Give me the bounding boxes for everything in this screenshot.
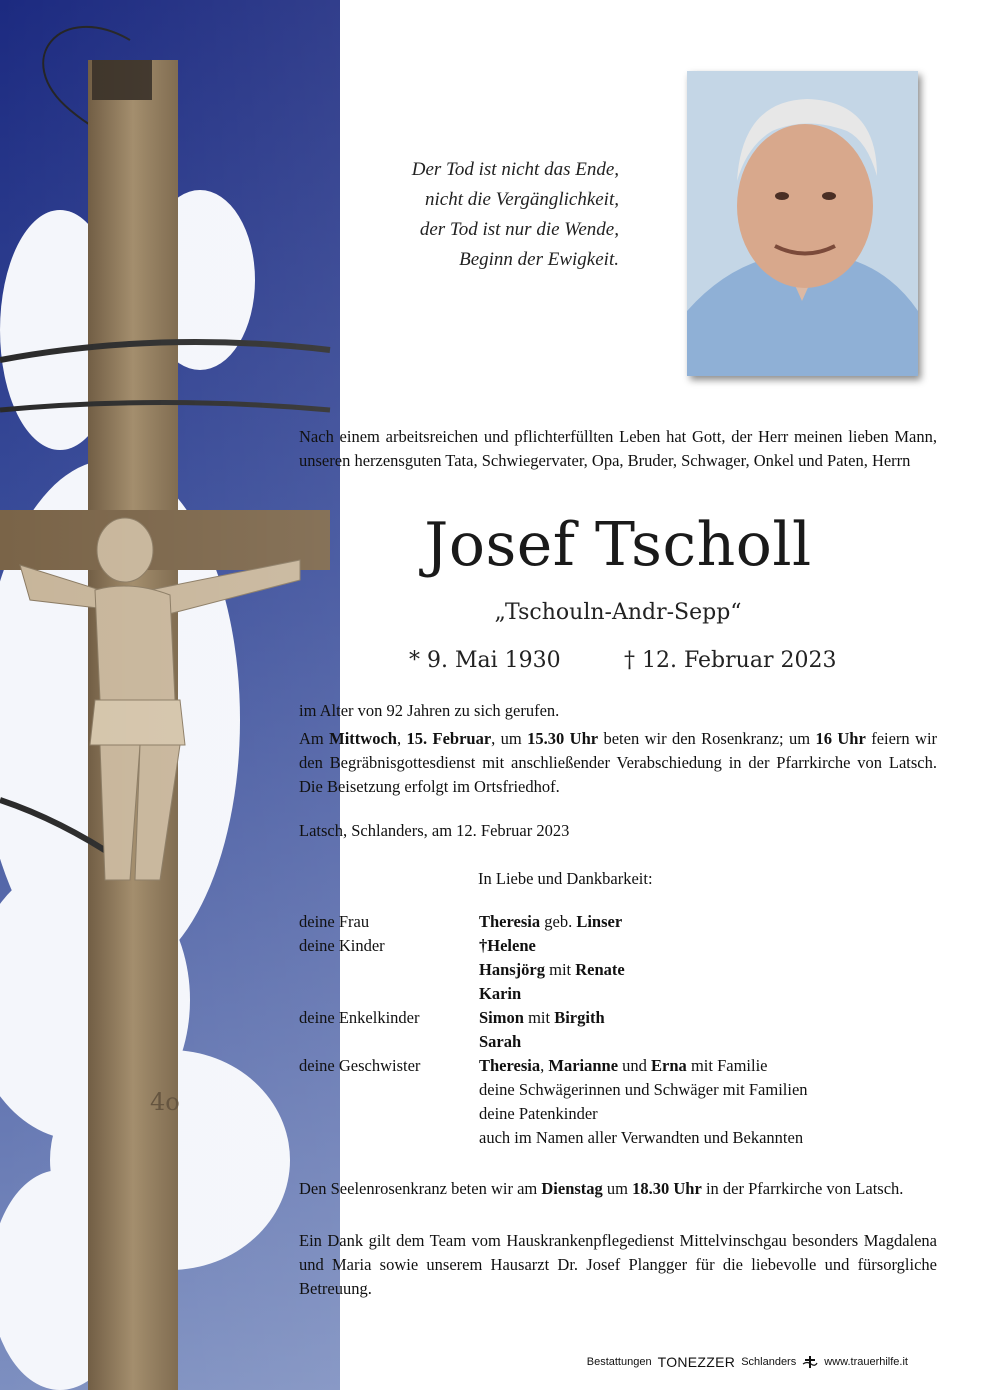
family-list [299, 910, 939, 1150]
rosary-time: 18.30 Uhr [632, 1179, 702, 1198]
family-row [299, 1126, 939, 1150]
text-span: Theresia [479, 912, 541, 931]
family-row [299, 1054, 939, 1078]
deceased-portrait-photo [687, 71, 918, 376]
text-span: Karin [479, 984, 522, 1003]
mass-time: 16 Uhr [815, 729, 866, 748]
death-date: † 12. Februar 2023 [624, 648, 837, 673]
family-value [479, 958, 939, 982]
family-label [299, 982, 479, 1006]
text-span: Birgith [554, 1008, 605, 1027]
family-value [479, 1006, 939, 1030]
family-value: auch im Namen aller Verwandten und Bekannten [479, 1128, 804, 1147]
place-date: Latsch, Schlanders, am 12. Februar 2023 [299, 821, 570, 840]
dove-cross-logo-icon [802, 1355, 818, 1369]
text-span: , [540, 1056, 549, 1075]
family-row [299, 958, 939, 982]
text-span: feiern wir den Begräbnisgottesdienst mit anschließender Verabschiedung in der Pfarrkirche von Latsch. Die Beisetzung erfolgt im Ortsfriedhof. [299, 729, 938, 796]
service-date: 15. Februar [406, 729, 492, 748]
text-span: , um [491, 729, 528, 748]
text-span: geb. [540, 912, 577, 931]
family-row [299, 934, 939, 958]
family-label [299, 958, 479, 982]
family-value [479, 934, 939, 958]
deceased-nickname: „Tschouln-Andr-Sepp“ [494, 600, 742, 625]
intro-paragraph: Nach einem arbeitsreichen und pflichterfüllten Leben hat Gott, der Herr meinen lieben Mann, unseren herzensguten Tata, Schwiegervater, Opa, Bruder, Schwager, Onkel und Paten, Herrn [299, 427, 937, 470]
age-text: im Alter von 92 Jahren zu sich gerufen. [299, 701, 560, 720]
family-value [479, 1054, 939, 1078]
footer-website-link[interactable]: www.trauerhilfe.it [824, 1356, 908, 1368]
text-span: Simon [479, 1008, 524, 1027]
text-span: beten wir den Rosenkranz; um [598, 729, 816, 748]
quote-line: Der Tod ist nicht das Ende, [411, 159, 619, 180]
text-span: mit Familie [686, 1056, 768, 1075]
text-span: Hansjörg [479, 960, 545, 979]
family-row [299, 1078, 939, 1102]
family-row [299, 1030, 939, 1054]
quote-line: der Tod ist nur die Wende, [419, 219, 619, 240]
footer-prefix: Bestattungen [586, 1356, 652, 1368]
rosary-paragraph [299, 1177, 937, 1201]
text-span: und [618, 1056, 652, 1075]
family-label: deine Frau [299, 912, 370, 931]
text-span: Linser [576, 912, 623, 931]
funeral-service-paragraph [299, 727, 937, 799]
family-row [299, 982, 939, 1006]
family-label [299, 1126, 479, 1150]
family-label: deine Enkelkinder [299, 1008, 420, 1027]
birth-date: * 9. Mai 1930 [409, 648, 561, 673]
closing-phrase: In Liebe und Dankbarkeit: [478, 869, 653, 888]
footer-brand: TONEZZER [657, 1354, 736, 1370]
family-value [479, 982, 939, 1006]
text-span: Theresia [479, 1056, 541, 1075]
quote-line: Beginn der Ewigkeit. [459, 249, 619, 270]
family-label: deine Kinder [299, 936, 385, 955]
deceased-name: Josef Tscholl [424, 510, 812, 580]
text-span: Renate [575, 960, 625, 979]
text-span: Den Seelenrosenkranz beten wir am [299, 1179, 542, 1198]
portrait-image [687, 71, 918, 376]
rosary-time: 15.30 Uhr [527, 729, 599, 748]
rosary-weekday: Dienstag [541, 1179, 603, 1198]
family-value [479, 1030, 939, 1054]
funeral-home-footer [587, 1354, 908, 1370]
family-row [299, 1006, 939, 1030]
footer-location: Schlanders [741, 1356, 797, 1368]
quote-line: nicht die Vergänglichkeit, [425, 189, 619, 210]
text-span: mit [545, 960, 576, 979]
service-weekday: Mittwoch [329, 729, 397, 748]
text-span: in der Pfarrkirche von Latsch. [701, 1179, 904, 1198]
text-span: , [396, 729, 407, 748]
family-label [299, 1102, 479, 1126]
family-label [299, 1078, 479, 1102]
family-value [479, 910, 939, 934]
family-row [299, 910, 939, 934]
family-label [299, 1030, 479, 1054]
text-span: mit [523, 1008, 555, 1027]
text-span: um [602, 1179, 633, 1198]
text-span: Sarah [479, 1032, 522, 1051]
family-label: deine Geschwister [299, 1056, 421, 1075]
text-span: †Helene [479, 936, 536, 955]
text-span: Marianne [548, 1056, 619, 1075]
family-value: deine Schwägerinnen und Schwäger mit Familien [479, 1080, 808, 1099]
thanks-paragraph: Ein Dank gilt dem Team vom Hauskrankenpflegedienst Mittelvinschgau besonders Magdalena und Maria sowie unserem Hausarzt Dr. Josef Plangger für die liebevolle und fürsorgliche Betreuung. [299, 1231, 937, 1298]
family-row [299, 1102, 939, 1126]
poem-quote [259, 155, 619, 275]
text-span: Am [299, 729, 330, 748]
family-value: deine Patenkinder [479, 1104, 598, 1123]
text-span: Erna [651, 1056, 687, 1075]
